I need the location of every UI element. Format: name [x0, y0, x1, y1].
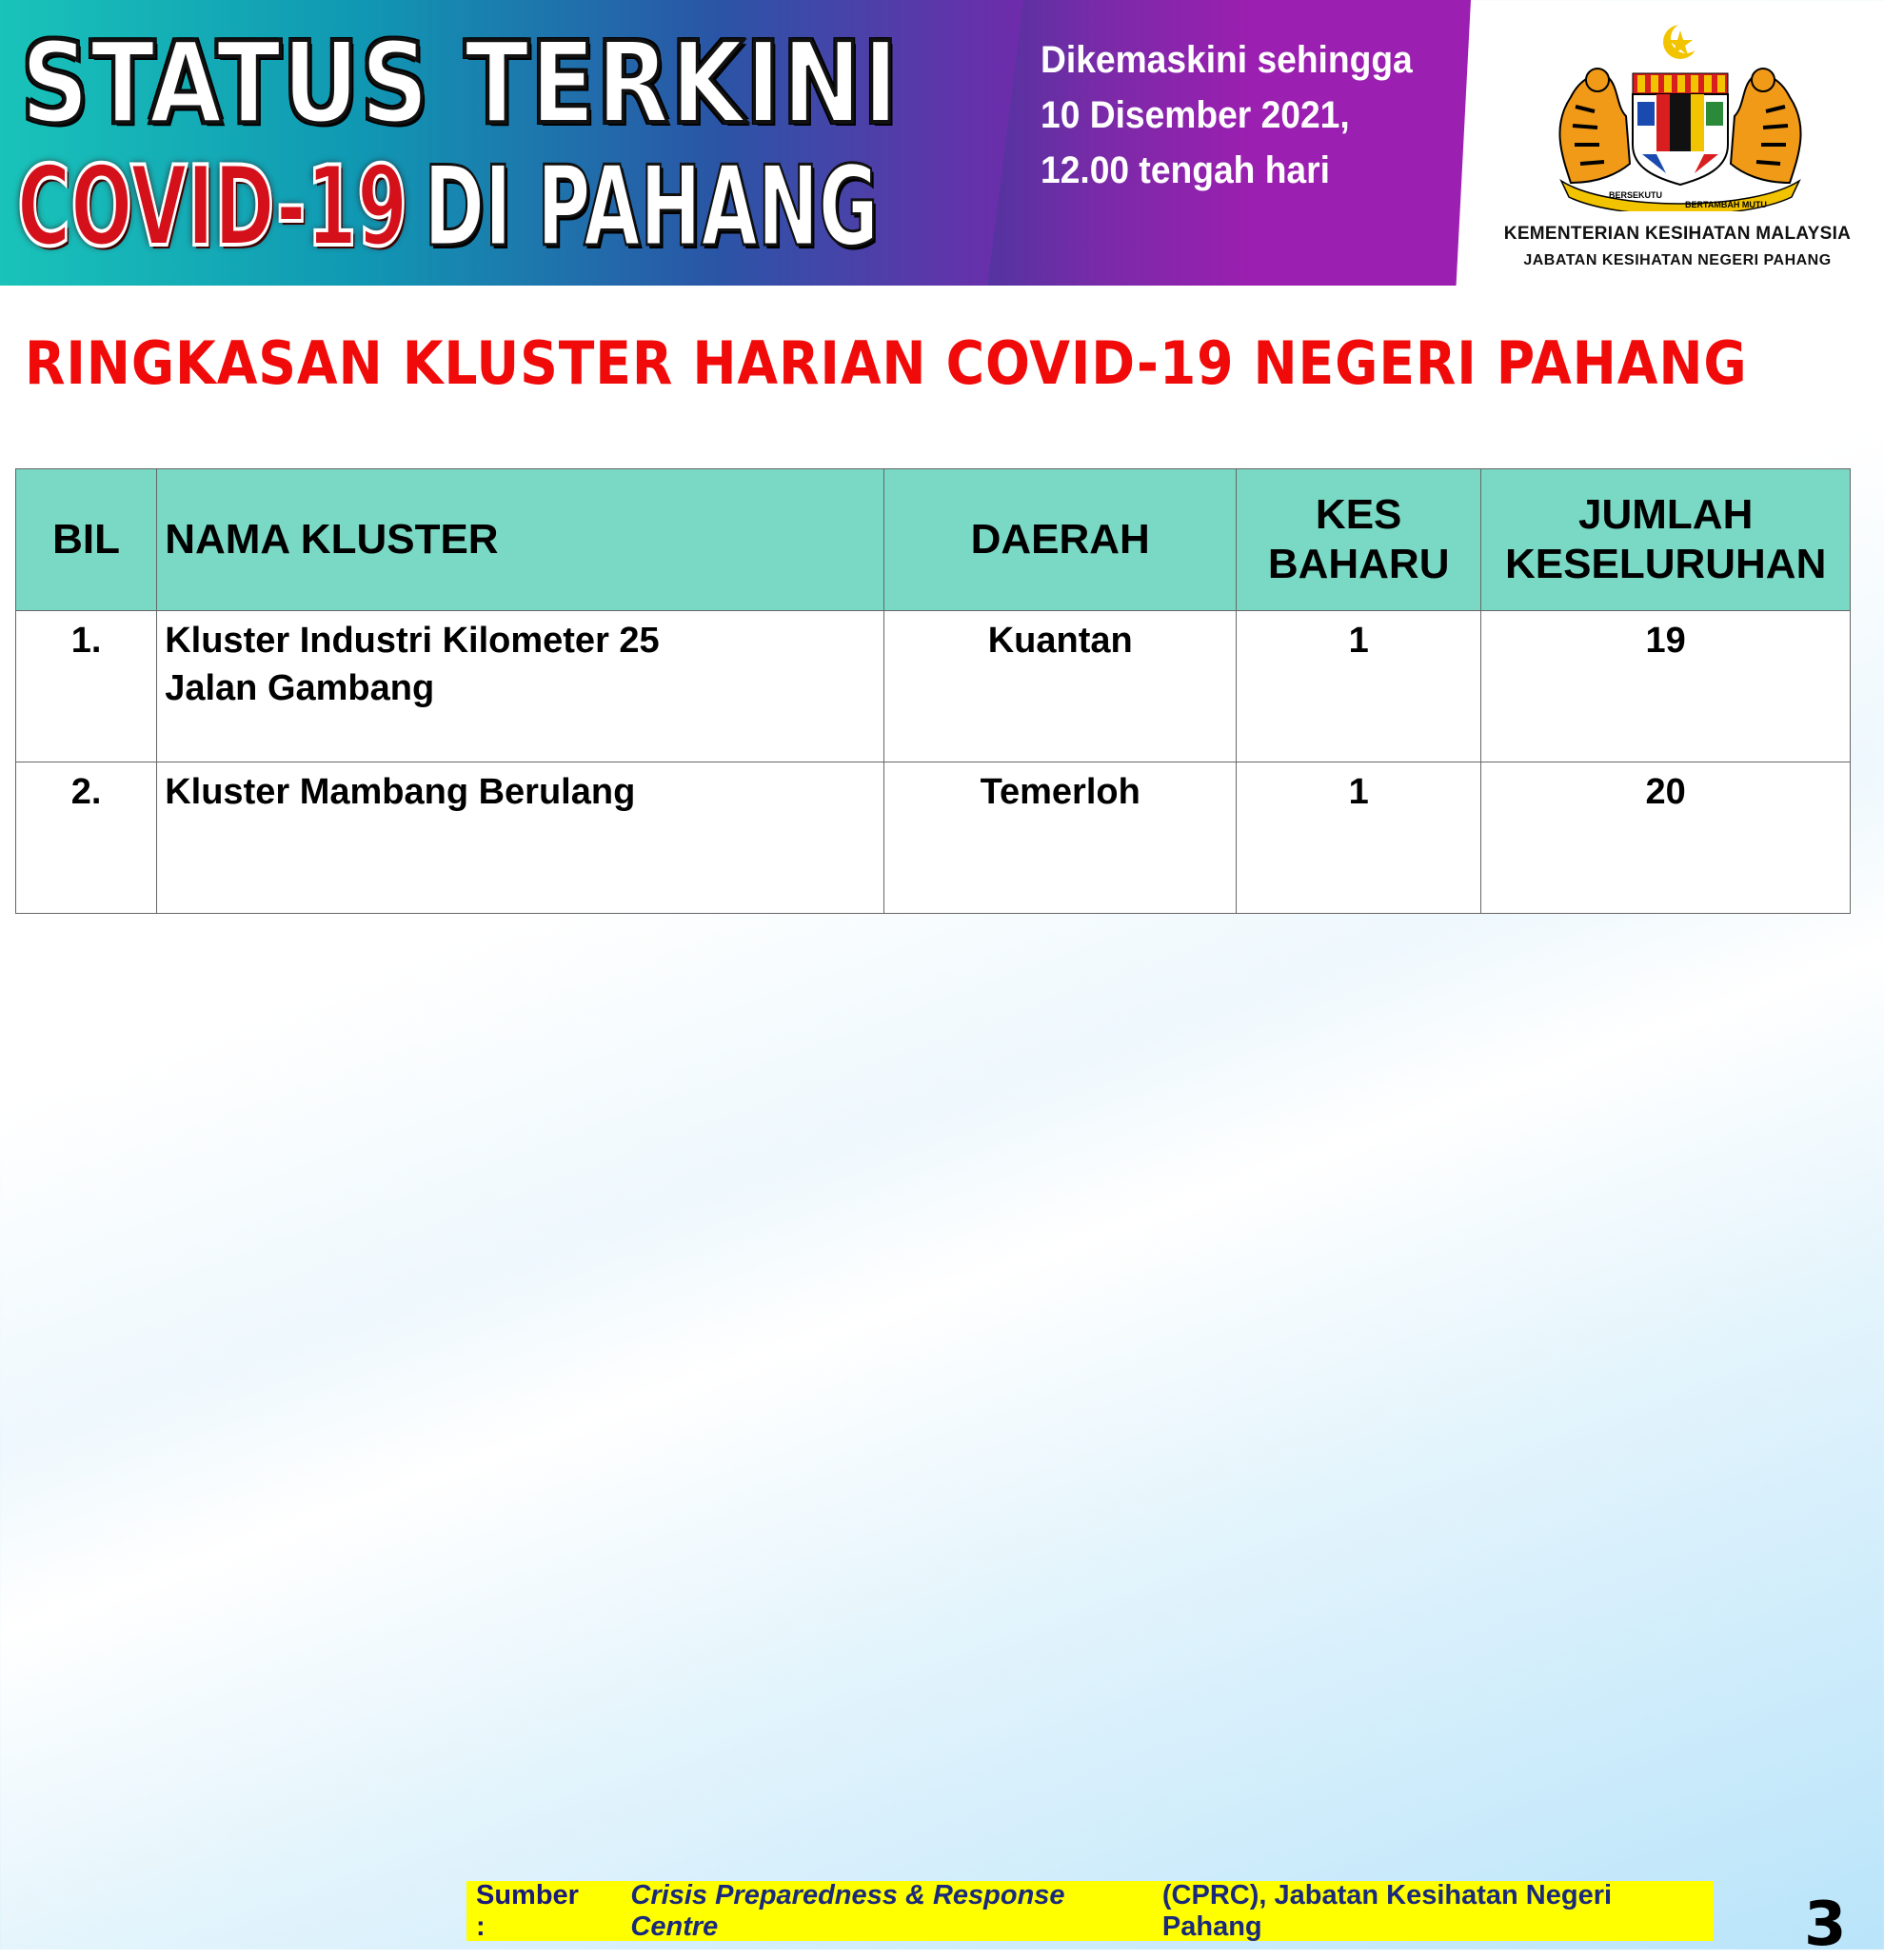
- cell-bil: 2.: [16, 762, 157, 914]
- jumlah-header-line-2: KESELURUHAN: [1505, 541, 1827, 587]
- update-timestamp: [1041, 32, 1459, 198]
- cell-daerah: Temerloh: [884, 762, 1237, 914]
- table-row: [16, 611, 1851, 762]
- source-note: [466, 1881, 1714, 1941]
- update-line-2: 10 Disember 2021,: [1041, 94, 1350, 136]
- cluster-name-line-1: Kluster Industri Kilometer 25: [165, 621, 660, 661]
- ministry-name: [1471, 224, 1884, 269]
- tiger-right-icon: [1731, 69, 1801, 183]
- column-header-jumlah: [1481, 469, 1851, 611]
- banner-title-covid-word: COVID-19: [17, 143, 408, 271]
- crest-motto-left: BERSEKUTU: [1609, 190, 1663, 200]
- page-number: 3: [1804, 1890, 1847, 1960]
- kes-header-line-1: KES: [1315, 491, 1402, 538]
- source-organization: Crisis Preparedness & Response Centre: [630, 1879, 1065, 1942]
- table-row: [16, 762, 1851, 914]
- page-title: RINGKASAN KLUSTER HARIAN COVID-19 NEGERI PAHANG: [25, 328, 1748, 398]
- crest-motto-right: BERTAMBAH MUTU: [1685, 200, 1767, 209]
- cell-jumlah: 20: [1481, 762, 1851, 914]
- cell-nama-kluster: [157, 611, 884, 762]
- cell-daerah: Kuantan: [884, 611, 1237, 762]
- update-line-3: 12.00 tengah hari: [1041, 149, 1330, 191]
- cell-kes-baharu: 1: [1236, 611, 1480, 762]
- banner-title-covid: [17, 143, 879, 271]
- shield-icon: [1633, 73, 1728, 185]
- cell-bil: 1.: [16, 611, 157, 762]
- update-line-1: Dikemaskini sehingga: [1041, 39, 1413, 81]
- banner-title-status: STATUS TERKINI: [21, 17, 901, 148]
- column-header-daerah: DAERAH: [884, 469, 1237, 611]
- column-header-bil: BIL: [16, 469, 157, 611]
- cell-jumlah: 19: [1481, 611, 1851, 762]
- cluster-table: [15, 468, 1851, 914]
- cluster-name-line-1: Kluster Mambang Berulang: [165, 772, 636, 812]
- cell-nama-kluster: [157, 762, 884, 914]
- source-detail: (CPRC), Jabatan Kesihatan Negeri Pahang: [1161, 1879, 1613, 1942]
- ministry-line-1: KEMENTERIAN KESIHATAN MALAYSIA: [1503, 224, 1852, 244]
- banner-title-location: DI PAHANG: [424, 143, 879, 271]
- table-header-row: [16, 469, 1851, 611]
- column-header-kes-baharu: [1236, 469, 1480, 611]
- malaysia-coat-of-arms-logo: [1542, 21, 1818, 211]
- tiger-left-icon: [1559, 69, 1630, 183]
- source-label: Sumber :: [476, 1879, 579, 1942]
- jumlah-header-line-1: JUMLAH: [1578, 491, 1754, 538]
- cell-kes-baharu: 1: [1236, 762, 1480, 914]
- kes-header-line-2: BAHARU: [1267, 541, 1450, 587]
- cluster-name-line-2: Jalan Gambang: [165, 668, 435, 708]
- ministry-line-2: JABATAN KESIHATAN NEGERI PAHANG: [1523, 252, 1832, 268]
- column-header-nama: NAMA KLUSTER: [157, 469, 884, 611]
